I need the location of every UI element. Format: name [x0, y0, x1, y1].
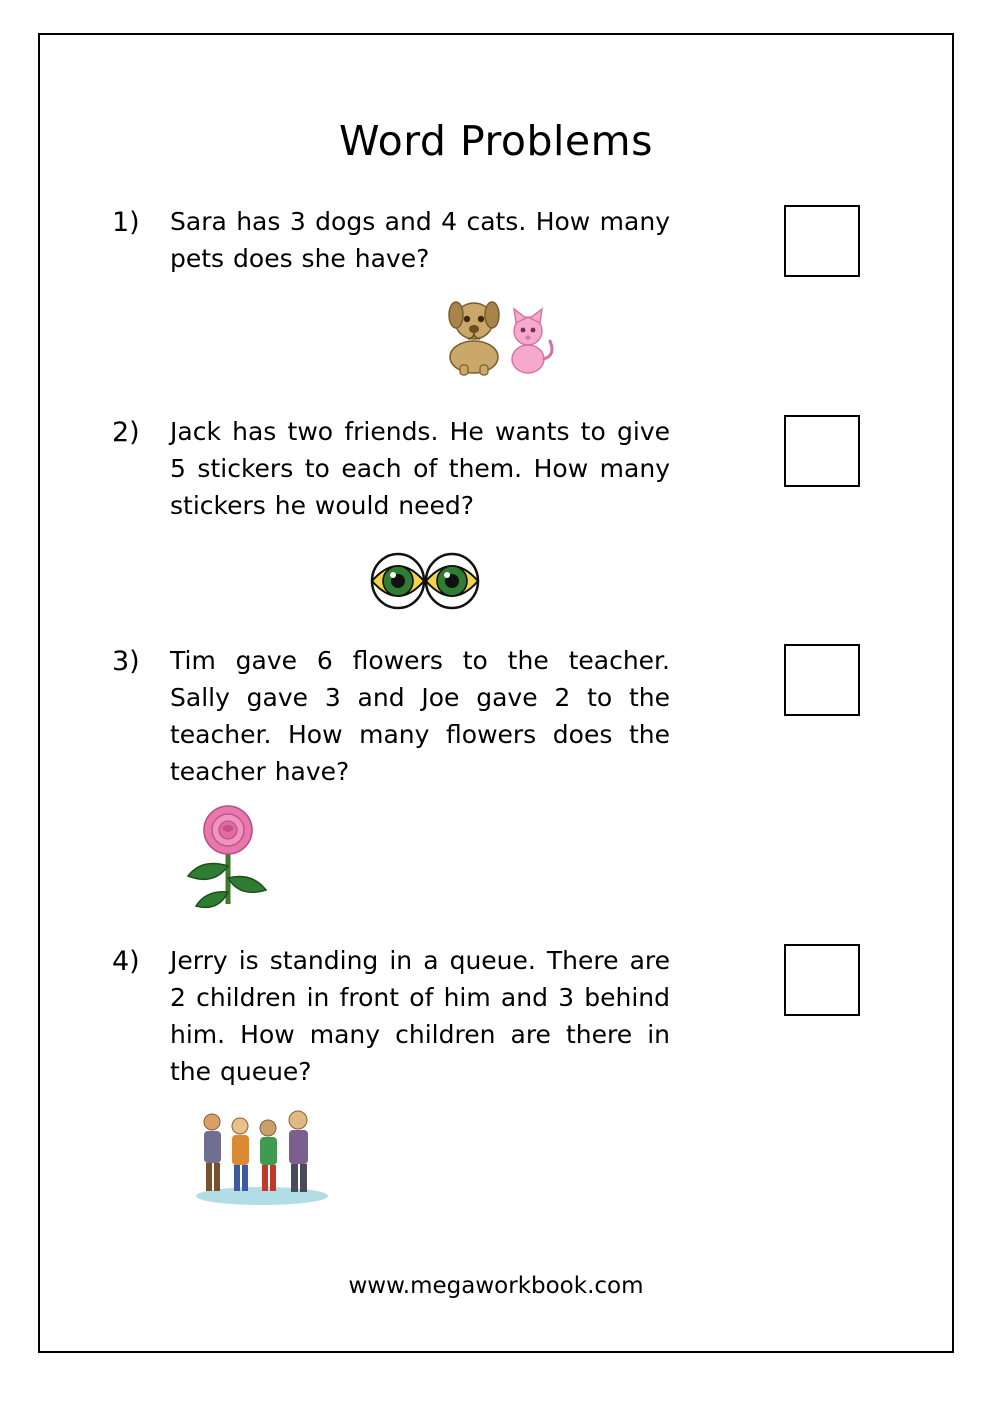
worksheet-page [38, 33, 954, 1353]
problem-number: 1) [112, 207, 140, 238]
illustration-dog-and-cat [170, 285, 670, 381]
problem-body [170, 203, 670, 381]
pink-rose-icon [176, 802, 286, 910]
problem-item-1 [40, 203, 952, 381]
problem-item-4 [40, 942, 952, 1208]
problem-number: 2) [112, 417, 140, 448]
problem-item-3 [40, 642, 952, 910]
answer-box-1[interactable] [784, 205, 860, 277]
dog-and-cat-icon [440, 285, 560, 381]
answer-box-2[interactable] [784, 415, 860, 487]
problem-item-2 [40, 413, 952, 612]
illustration-eyes [170, 532, 670, 612]
illustration-rose [170, 798, 670, 910]
problem-number: 4) [112, 946, 140, 977]
illustration-queue [170, 1098, 670, 1208]
problem-body [170, 413, 670, 612]
problem-text: Tim gave 6 flowers to the teacher. Sally gave 3 and Joe gave 2 to the teacher. How many flowers does the teacher have? [170, 646, 670, 786]
problem-body [170, 642, 670, 910]
answer-box-4[interactable] [784, 944, 860, 1016]
problem-body [170, 942, 670, 1208]
problem-text: Sara has 3 dogs and 4 cats. How many pets does she have? [170, 207, 670, 273]
answer-box-3[interactable] [784, 644, 860, 716]
pair-of-eyes-icon [370, 550, 480, 612]
problem-number: 3) [112, 646, 140, 677]
problem-text: Jerry is standing in a queue. There are 2 children in front of him and 3 behind him. How many children are there in the queue? [170, 946, 670, 1086]
problem-text: Jack has two friends. He wants to give 5 stickers to each of them. How many stickers he would need? [170, 417, 670, 520]
footer-website: www.megaworkbook.com [348, 1273, 644, 1299]
children-in-queue-icon [184, 1104, 344, 1208]
problem-list [40, 203, 952, 1208]
page-title: Word Problems [339, 117, 653, 165]
